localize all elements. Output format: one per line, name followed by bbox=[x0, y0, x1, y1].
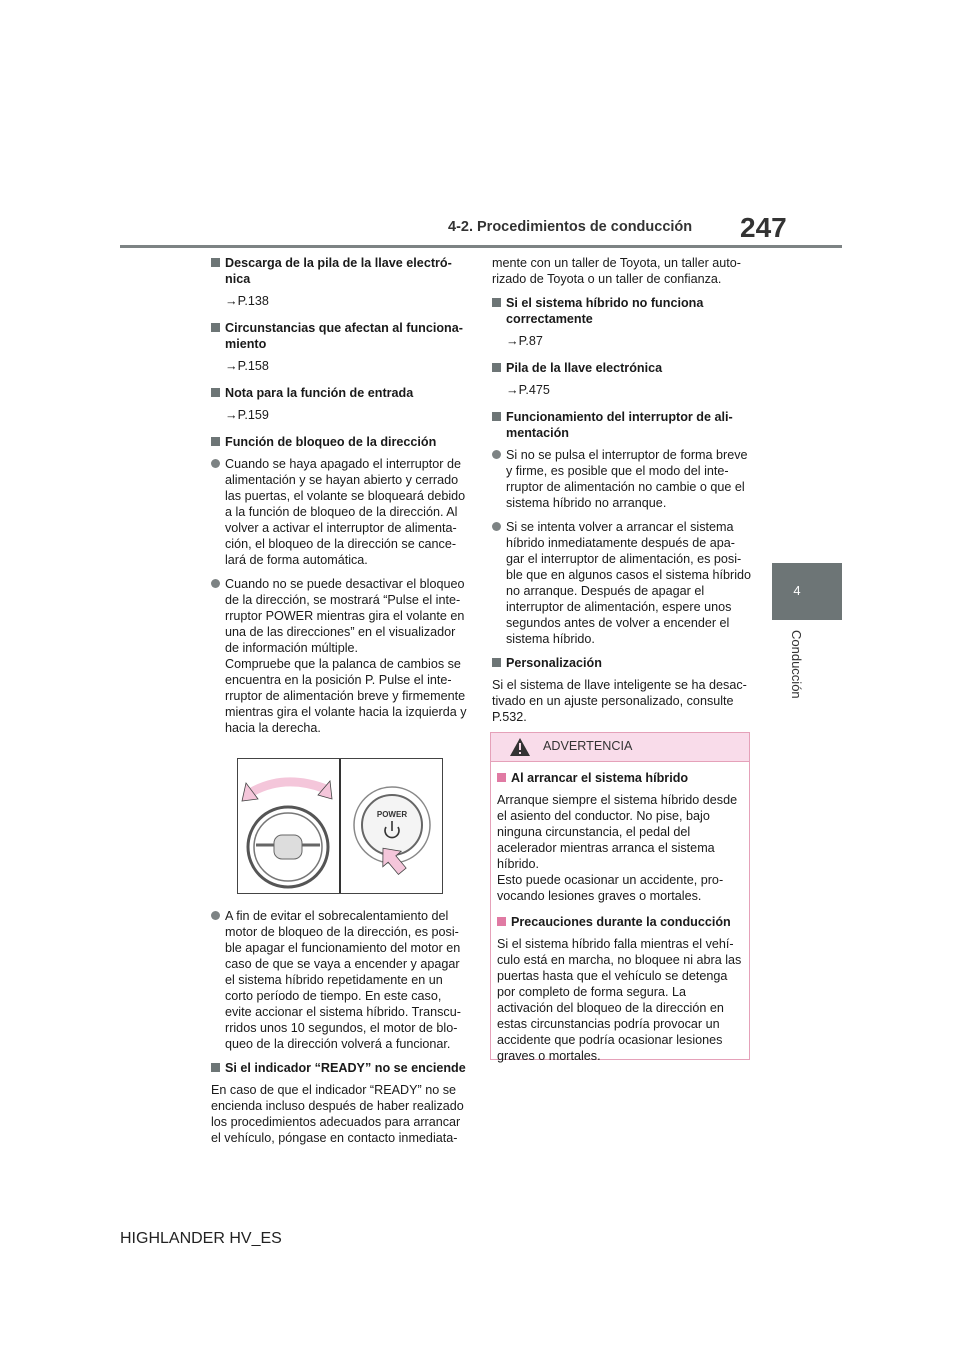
footer-model: HIGHLANDER HV_ES bbox=[120, 1230, 282, 1247]
left-column bbox=[211, 255, 471, 1156]
section-title: 4-2. Procedimientos de conducción bbox=[448, 219, 693, 235]
bullet-item: Si no se pulsa el interruptor de forma breve y firme, es posible que el modo del inte-rruptor de alimentación no cambie o que el sistema híbrido no arranque. bbox=[492, 447, 752, 511]
header-rule bbox=[120, 245, 842, 248]
bullet-item: Si se intenta volver a arrancar el sistema híbrido inmediatamente después de apa-gar el interruptor de alimentación, es posi-ble que en algunos casos el sistema híbrido no arranque. Después de apagar el interruptor de alimentación, espere unos segundos antes de volver a encender el sistema híbrido. bbox=[492, 519, 752, 647]
heading-customization: Personalización bbox=[492, 655, 752, 671]
paragraph: mente con un taller de Toyota, un taller auto-rizado de Toyota o un taller de confianza. bbox=[492, 256, 741, 286]
bullet-continuation: Compruebe que la palanca de cambios se encuentra en la posición P. Pulse el inte-rruptor de alimentación breve y firmemente mientras gira el volante hacia la izquierda y hacia la derecha. bbox=[225, 657, 467, 735]
arrow-icon: → bbox=[225, 408, 238, 422]
right-column bbox=[492, 255, 752, 735]
warning-title: ADVERTENCIA bbox=[543, 739, 633, 753]
power-label: POWER bbox=[376, 810, 408, 819]
heading-conditions: Circunstancias que afectan al funciona-miento bbox=[211, 320, 471, 352]
warning-box bbox=[490, 732, 750, 1063]
heading-key-battery: Pila de la llave electrónica bbox=[492, 360, 752, 376]
warning-paragraph: Esto puede ocasionar un accidente, pro-vocando lesiones graves o mortales. bbox=[497, 873, 724, 903]
warning-icon bbox=[509, 737, 531, 757]
ref-page bbox=[225, 407, 471, 423]
ref-text: P.87 bbox=[518, 334, 543, 348]
page-number: 247 bbox=[740, 212, 787, 243]
arrow-icon: → bbox=[506, 383, 519, 397]
heading-entry-note: Nota para la función de entrada bbox=[211, 385, 471, 401]
ref-text: P.475 bbox=[518, 383, 550, 397]
ref-text: P.159 bbox=[237, 408, 269, 422]
warning-paragraph: Si el sistema híbrido falla mientras el vehí-culo está en marcha, no bloquee ni abra las puertas hasta que el vehículo se detenga por completo de forma segura. La activación del bloqueo de la dirección en estas circunstancias podría provocar un accidente que podría ocasionar lesiones graves o mortales. bbox=[497, 937, 742, 1063]
ref-page bbox=[225, 358, 471, 374]
ref-text: P.158 bbox=[237, 359, 269, 373]
heading-ready: Si el indicador “READY” no se enciende bbox=[211, 1060, 471, 1076]
ref-page bbox=[225, 293, 471, 309]
arrow-icon: → bbox=[506, 334, 519, 348]
paragraph: En caso de que el indicador “READY” no se encienda incluso después de haber realizado los procedimientos adecuados para arrancar el vehículo, póngase en contacto inmediata- bbox=[211, 1083, 464, 1145]
figure-illustration bbox=[238, 759, 442, 893]
warning-header bbox=[491, 733, 749, 762]
paragraph: Si el sistema de llave inteligente se ha desac-tivado en un ajuste personalizado, consulte P.532. bbox=[492, 678, 747, 724]
ref-page bbox=[506, 333, 752, 349]
warning-paragraph: Arranque siempre el sistema híbrido desde el asiento del conductor. No pise, bajo ninguna circunstancia, el pedal del acelerador mientras arranca el sistema híbrido. bbox=[497, 793, 738, 871]
heading-key-battery: Descarga de la pila de la llave electró-nica bbox=[211, 255, 471, 287]
heading-hybrid-fault: Si el sistema híbrido no funciona correctamente bbox=[492, 295, 752, 327]
chapter-number: 4 bbox=[793, 583, 801, 598]
bullet-item: A fin de evitar el sobrecalentamiento del motor de bloqueo de la dirección, es posi-ble apagar el funcionamiento del motor en caso de que se vaya a encender y apagar el sistema híbrido repetidamente en un corto período de tiempo. En este caso, evite accionar el sistema híbrido. Transcu-rridos unos 10 segundos, el motor de blo-queo de la dirección volverá a funcionar. bbox=[211, 908, 471, 1052]
chapter-tab bbox=[772, 563, 842, 620]
steering-power-figure bbox=[237, 758, 443, 894]
ref-text: P.138 bbox=[237, 294, 269, 308]
rotate-arrow-icon bbox=[250, 782, 326, 793]
warning-heading: Al arrancar el sistema híbrido bbox=[497, 770, 743, 786]
arrow-icon: → bbox=[225, 359, 238, 373]
warning-body bbox=[491, 762, 749, 1064]
bullet-item: Cuando se haya apagado el interruptor de alimentación y se hayan abierto y cerrado las puertas, el volante se bloqueará debido a la función de bloqueo de la dirección. Al volver a activar el interruptor de alimenta-ción, el bloqueo de la dirección se cance-lará de forma automática. bbox=[211, 456, 471, 568]
steering-hub bbox=[274, 835, 302, 859]
warning-heading: Precauciones durante la conducción bbox=[497, 914, 743, 930]
chapter-label: Conducción bbox=[789, 630, 804, 699]
bullet-item: Cuando no se puede desactivar el bloqueo de la dirección, se mostrará “Pulse el inte-rruptor POWER mientras gira el volante en una de las direcciones” en el visualizador de información múltiple. bbox=[211, 576, 471, 656]
arrow-icon: → bbox=[225, 294, 238, 308]
heading-power-switch: Funcionamiento del interruptor de ali-mentación bbox=[492, 409, 752, 441]
heading-steering-lock: Función de bloqueo de la dirección bbox=[211, 434, 471, 450]
ref-page bbox=[506, 382, 752, 398]
